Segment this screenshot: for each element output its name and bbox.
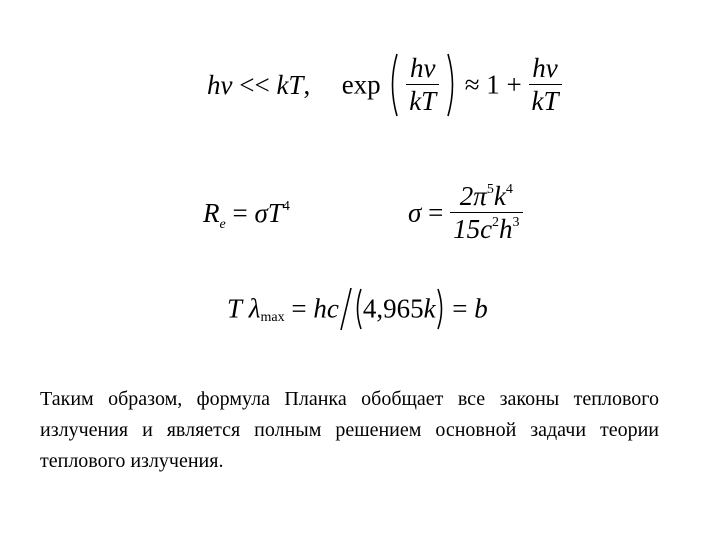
formula2-T-pow: 4	[282, 199, 290, 214]
formula3-sigma: σ	[408, 197, 422, 228]
formula2-R-sub: e	[219, 217, 226, 232]
formula4-eq: =	[291, 293, 307, 324]
formula4-b: b	[474, 293, 488, 324]
right-paren-icon	[436, 287, 446, 331]
formula3-den-a: 15c	[453, 214, 493, 244]
formula3-numerator	[450, 183, 522, 213]
formula-wien-displacement	[227, 286, 488, 336]
left-paren-icon	[387, 52, 399, 118]
formula1-exp-num: hν	[406, 55, 439, 85]
formula1-separator: ,	[303, 69, 311, 100]
formula3-num-a: 2π	[459, 181, 487, 211]
formula3-num-b-pow: 4	[505, 182, 513, 197]
left-paren-icon	[353, 287, 363, 331]
formula-wien-limit	[207, 52, 562, 122]
formula1-one-plus: 1 +	[486, 69, 522, 100]
formula3-den-b-pow: 3	[512, 215, 520, 230]
right-paren-icon	[446, 52, 458, 118]
formula4-T: T	[227, 293, 243, 324]
formula3-num-a-pow: 5	[486, 182, 494, 197]
formula-stefan-boltzmann	[203, 200, 290, 232]
formula1-cond-rhs: kT	[276, 69, 304, 100]
formula2-eq: =	[232, 198, 248, 228]
formula4-hc: hc	[313, 293, 339, 324]
formula2-R: R	[203, 198, 220, 228]
formula1-exp: exp	[341, 69, 381, 100]
formula4-inner-num: 4,965	[362, 293, 424, 324]
formula1-approx: ≈	[464, 69, 480, 100]
formula4-eq2: =	[452, 293, 468, 324]
formula3-num-b: k	[493, 181, 506, 211]
formula3-denominator	[450, 213, 522, 243]
formula4-lambda-sub: max	[260, 310, 285, 326]
formula1-rhs-fraction	[529, 55, 562, 115]
formula1-cond-lhs: hν	[207, 69, 233, 100]
formula1-exp-den: kT	[409, 86, 437, 116]
formula4-inner-k: k	[423, 293, 436, 324]
formula3-eq: =	[428, 197, 444, 228]
formula2-T: T	[267, 198, 283, 228]
formula3-den-b: h	[499, 214, 513, 244]
formula1-cond-op: <<	[239, 69, 270, 100]
formula1-exp-fraction	[406, 55, 439, 115]
formula1-rhs-den: kT	[531, 86, 559, 116]
formula2-sigma: σ	[254, 198, 268, 228]
conclusion-paragraph: Таким образом, формула Планка обобщает все законы теплового излучения и является полным решением основной задачи теории теплового излучения.	[40, 388, 659, 472]
formula3-den-a-pow: 2	[492, 215, 500, 230]
formula-sigma-constant	[408, 183, 523, 243]
formula4-lambda: λ	[248, 293, 261, 324]
formula1-rhs-num: hν	[529, 55, 562, 85]
formula4-slash	[339, 286, 353, 332]
formula3-fraction	[450, 183, 522, 243]
